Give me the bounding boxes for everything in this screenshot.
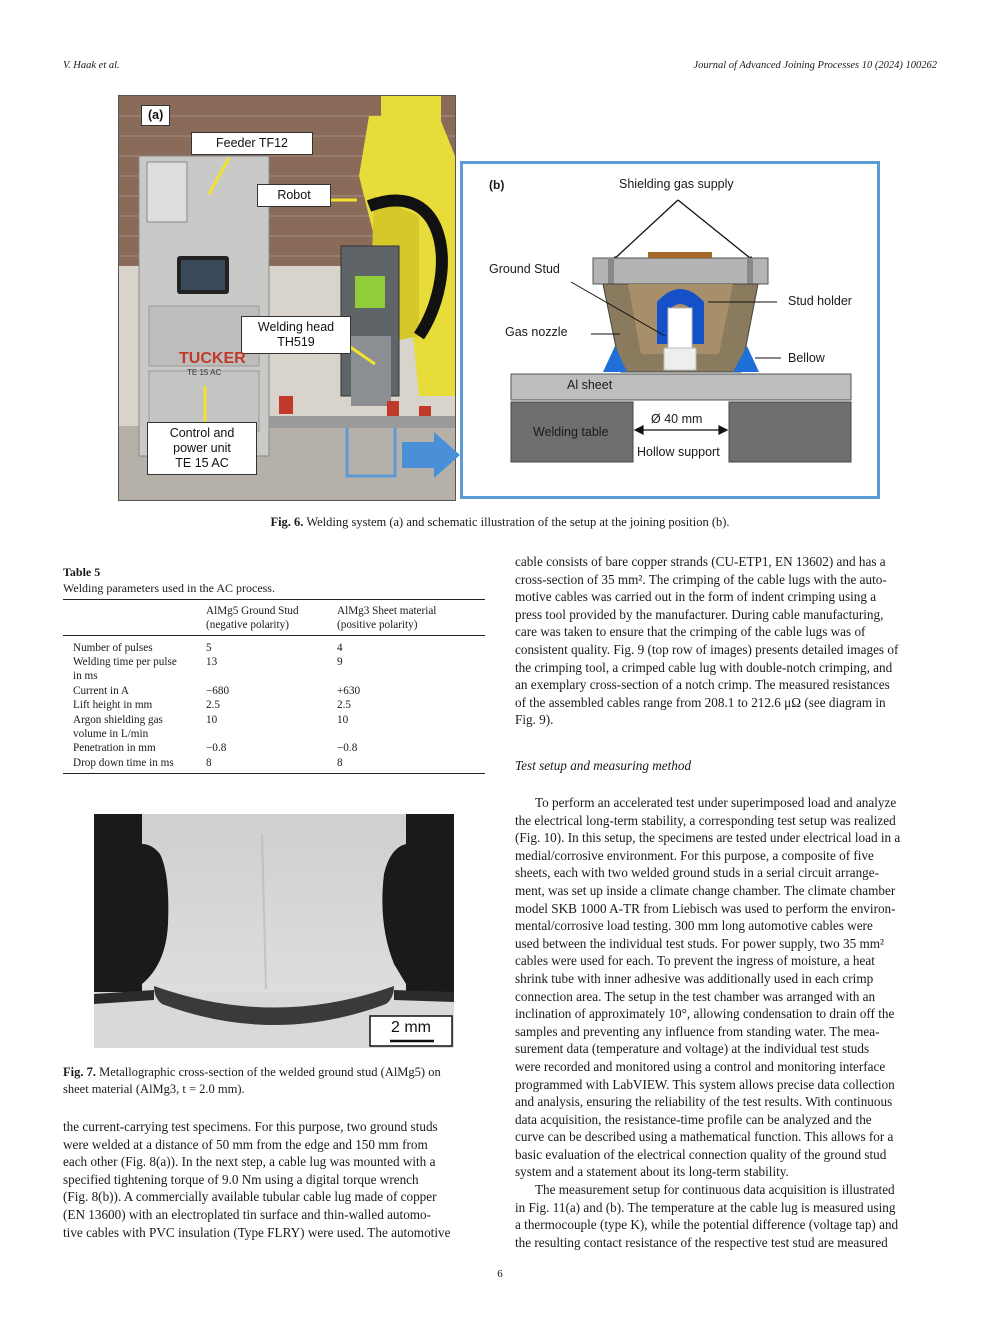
gas-nozzle-label: Gas nozzle (505, 325, 568, 339)
text-line: cross-section of 35 mm². The crimping of the cable lugs with the auto- (515, 571, 887, 587)
text-line: press tool provided by the manufacturer. During cable manufacturing, (515, 606, 884, 622)
control-unit-label (147, 422, 257, 475)
text-line: care was taken to ensure that the crimping of the cable lugs was of (515, 624, 866, 640)
param-label: Penetration in mm (73, 742, 156, 754)
sheet-value: +630 (337, 685, 361, 697)
text-line: used between the individual test studs. For power supply, two 35 mm² (515, 935, 885, 951)
cross-section-micrograph (94, 814, 454, 1048)
tucker-brand-text: TUCKER (179, 350, 246, 367)
text-line: shrink tube with inner adhesive was additionally used in each crimp (515, 970, 874, 986)
table-col-header-stud: AlMg5 Ground Stud (negative polarity) (206, 605, 299, 631)
param-label: Argon shielding gas volume in L/min (73, 714, 163, 740)
sheet-value: 10 (337, 714, 349, 726)
text-line: inclination of approximately 10°, allowing condensation to drain off the (515, 1006, 895, 1022)
text-line: the electrical long-term stability, a corresponding test setup was realized (515, 812, 896, 828)
fig6-caption-text: Welding system (a) and schematic illustration of the setup at the joining position (b). (306, 515, 730, 529)
text-line: mental/corrosive load testing. 300 mm long automotive cables were (515, 918, 873, 934)
stud-value: −680 (206, 685, 230, 697)
table-bottom-rule (63, 773, 485, 774)
text-line: ment, was set up inside a climate change chamber. The climate chamber (515, 882, 896, 898)
text-line: The measurement setup for continuous data acquisition is illustrated (535, 1182, 895, 1198)
text-line: (Fig. 8(b)). A commercially available tubular cable lug made of copper (63, 1189, 437, 1205)
panel-b-label: (b) (489, 178, 505, 192)
text-line: samples and preventing any influence from standing water. The mea- (515, 1023, 880, 1039)
ground-stud-label: Ground Stud (489, 262, 560, 276)
param-label: Current in A (73, 685, 129, 697)
table5-label: Table 5 (63, 565, 101, 579)
welding-head-label-line1: Welding head (257, 320, 335, 334)
text-line: consistent quality. Fig. 9 (top row of images) presents detailed images of (515, 641, 899, 657)
sheet-value: −0.8 (337, 742, 358, 754)
robot-label: Robot (257, 184, 331, 207)
table-header-rule (63, 635, 485, 636)
fig7-caption-line2: sheet material (AlMg3, t = 2.0 mm). (63, 1082, 245, 1096)
running-header-journal: Journal of Advanced Joining Processes 10 (2024) 100262 (693, 60, 937, 71)
text-line: were recorded and monitored using a control and monitoring interface (515, 1058, 886, 1074)
param-label: Lift height in mm (73, 699, 153, 711)
text-line: in Fig. 11(a) and (b). The temperature at the cable lug is measured using (515, 1199, 896, 1215)
text-line: data acquisition, the resistance-time profile can be analyzed and the (515, 1111, 872, 1127)
fig7-caption-line1: Metallographic cross-section of the welded ground stud (AlMg5) on (99, 1065, 441, 1079)
page-number: 6 (497, 1268, 503, 1280)
text-line: system and a statement about its long-term stability. (515, 1164, 789, 1180)
text-line: Fig. 9). (515, 712, 554, 728)
left-column-text (63, 1118, 485, 1241)
tucker-model-text: TE 15 AC (187, 368, 222, 377)
text-line: the crimping tool, a crimped cable lug with double-notch crimping, and (515, 659, 893, 675)
sheet-value: 8 (337, 757, 343, 769)
text-line: connection area. The setup in the test chamber was arranged with an (515, 988, 876, 1004)
text-line: (EN 13600) with an electroplated tin surface and thin-walled automo- (63, 1206, 432, 1222)
diameter-label: Ø 40 mm (651, 412, 703, 426)
text-line: a thermocouple (type K), while the potential difference (voltage tap) and (515, 1217, 899, 1233)
control-unit-label-line2: power unit (173, 441, 231, 455)
control-unit-label-line1: Control and (169, 426, 235, 440)
hollow-support-label: Hollow support (637, 445, 720, 459)
welding-head-label (241, 316, 351, 354)
text-line: tive cables with PVC insulation (Type FLRY) were used. The automotive (63, 1224, 451, 1240)
connector-arrow-icon (400, 430, 462, 480)
param-label: Welding time per pulse in ms (73, 656, 177, 682)
stud-value: 8 (206, 757, 212, 769)
text-line: sheets, each with two welded ground studs in a serial circuit arrange- (515, 865, 880, 881)
text-line: curve can be described using a mathematical function. This allows for a (515, 1129, 894, 1145)
panel-a-label: (a) (141, 105, 170, 126)
bellow-label: Bellow (788, 351, 825, 365)
text-line: medial/corrosive environment. For this purpose, a composite of five (515, 847, 874, 863)
text-line: programmed with LabVIEW. This system allows precise data collection (515, 1076, 895, 1092)
sheet-value: 9 (337, 656, 343, 668)
text-line: the resulting contact resistance of the respective test stud are measured (515, 1234, 888, 1250)
joining-position-schematic (460, 161, 880, 499)
feeder-label: Feeder TF12 (191, 132, 313, 155)
stud-value: 2.5 (206, 699, 220, 711)
text-line: an exemplary cross-section of a notch crimp. The measured resistances (515, 677, 890, 693)
table-top-rule (63, 599, 485, 600)
stud-value: 10 (206, 714, 218, 726)
text-line: cables were used for each. To prevent the ingress of moisture, a heat (515, 953, 875, 969)
sheet-value: 2.5 (337, 699, 351, 711)
stud-value: −0.8 (206, 742, 227, 754)
text-line: and analysis, ensuring the reliability of the test results. With continuous (515, 1094, 893, 1110)
stud-value: 13 (206, 656, 218, 668)
text-line: basic evaluation of the electrical connection quality of the ground stud (515, 1146, 887, 1162)
shielding-gas-label: Shielding gas supply (619, 177, 734, 191)
text-line: each other (Fig. 8(a)). In the next step, a cable lug was mounted with a (63, 1154, 436, 1170)
al-sheet-label: Al sheet (567, 378, 613, 392)
fig7-caption-label: Fig. 7. (63, 1065, 96, 1079)
control-unit-label-line3: TE 15 AC (175, 456, 229, 470)
param-label: Drop down time in ms (73, 757, 174, 769)
table-col-header-sheet: AlMg3 Sheet material (positive polarity) (337, 605, 437, 631)
text-line: model SKB 1000 A-TR from Liebisch was used to perform the environ- (515, 900, 896, 916)
fig6-caption-label: Fig. 6. (270, 515, 304, 529)
scale-bar-label: 2 mm (391, 1019, 431, 1036)
text-line: surement data (temperature and voltage) at the individual test studs (515, 1041, 870, 1057)
right-column-text-bottom (515, 794, 937, 1251)
text-line: (Fig. 10). In this setup, the specimens are tested under electrical load in a (515, 830, 901, 846)
param-label: Number of pulses (73, 642, 153, 654)
text-line: cable consists of bare copper strands (CU-ETP1, EN 13602) and has a (515, 554, 886, 569)
running-header-authors: V. Haak et al. (63, 60, 120, 71)
welding-table-label: Welding table (533, 425, 609, 439)
text-line: specified tightening torque of 9.0 Nm using a digital torque wrench (63, 1171, 419, 1187)
micrograph-image (94, 814, 454, 1048)
text-line: motive cables was carried out in the form of indent crimping using a (515, 589, 877, 605)
sheet-value: 4 (337, 642, 343, 654)
welding-head-label-line2: TH519 (277, 335, 315, 349)
text-line: were welded at a distance of 50 mm from the edge and 150 mm from (63, 1136, 428, 1152)
table5-description: Welding parameters used in the AC process. (63, 581, 275, 595)
section-heading: Test setup and measuring method (515, 758, 692, 773)
text-line: To perform an accelerated test under superimposed load and analyze (535, 795, 897, 810)
right-column-text-top (515, 553, 937, 729)
stud-value: 5 (206, 642, 212, 654)
stud-holder-label: Stud holder (788, 294, 852, 308)
text-line: the current-carrying test specimens. For this purpose, two ground studs (63, 1119, 438, 1134)
fig6-caption (0, 515, 1000, 530)
text-line: of the assembled cables range from 208.1 to 212.6 μΩ (see diagram in (515, 694, 886, 710)
fig7-caption (63, 1064, 485, 1098)
